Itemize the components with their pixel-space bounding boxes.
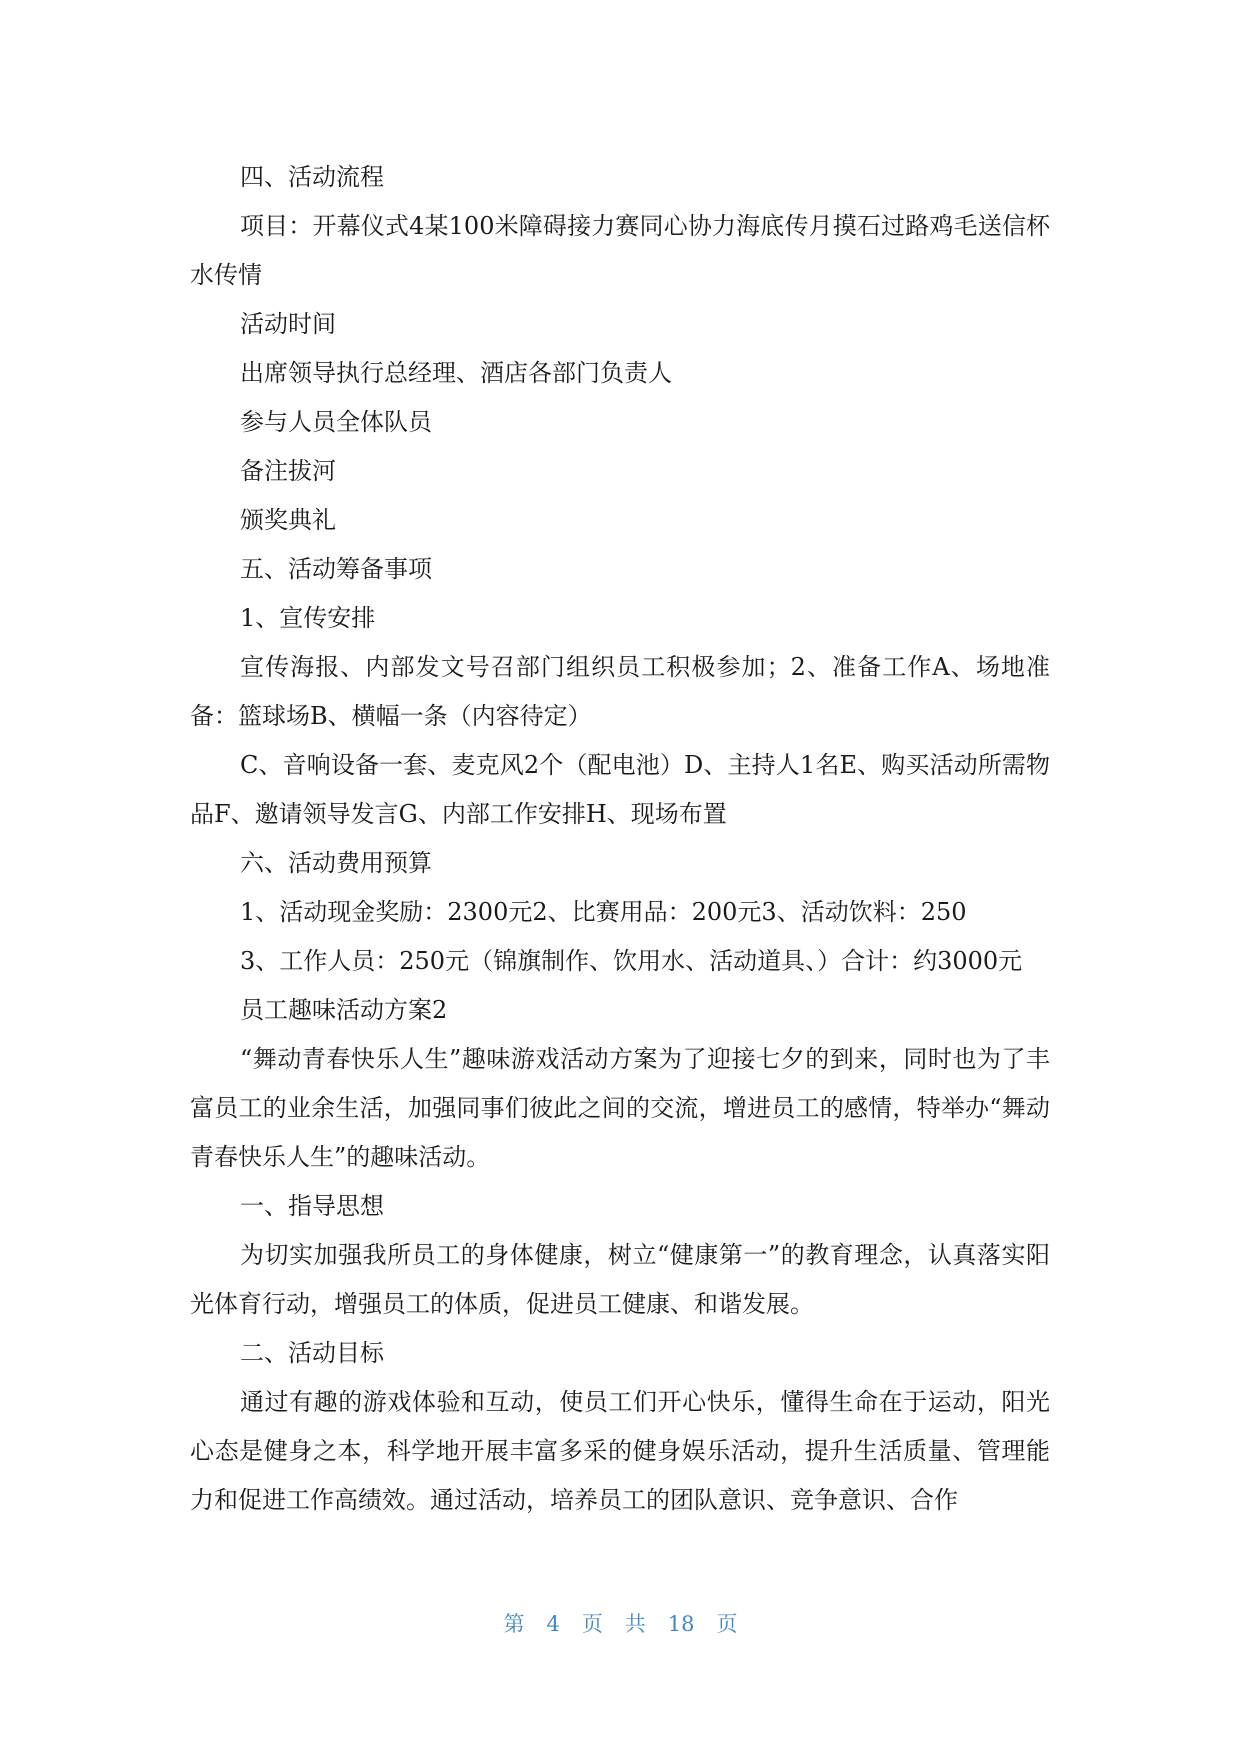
paragraph-17: 为切实加强我所员工的身体健康，树立“健康第一”的教育理念，认真落实阳光体育行动，增强员工的体质，促进员工健康、和谐发展。	[190, 1241, 1050, 1318]
footer-total-pages: 18	[667, 1612, 695, 1636]
page-footer	[0, 1608, 1241, 1638]
paragraph-0: 四、活动流程	[240, 163, 384, 191]
paragraph-8: 1、宣传安排	[240, 604, 376, 632]
paragraph-1: 项目：开幕仪式4某100米障碍接力赛同心协力海底传月摸石过路鸡毛送信杯水传情	[190, 212, 1050, 289]
paragraph-12: 1、活动现金奖励：2300元2、比赛用品：200元3、活动饮料：250	[240, 898, 967, 926]
paragraph-19: 通过有趣的游戏体验和互动，使员工们开心快乐，懂得生命在于运动，阳光心态是健身之本，科学地开展丰富多采的健身娱乐活动，提升生活质量、管理能力和促进工作高绩效。通过活动，培养员工的团队意识、竞争意识、合作	[190, 1388, 1050, 1514]
paragraph-5: 备注拔河	[240, 457, 336, 485]
paragraph-14: 员工趣味活动方案2	[240, 996, 448, 1024]
paragraph-15: “舞动青春快乐人生”趣味游戏活动方案为了迎接七夕的到来，同时也为了丰富员工的业余生活，加强同事们彼此之间的交流，增进员工的感情，特举办“舞动青春快乐人生”的趣味活动。	[190, 1045, 1050, 1171]
footer-suffix: 页	[716, 1612, 738, 1636]
paragraph-3: 出席领导执行总经理、酒店各部门负责人	[240, 359, 672, 387]
paragraph-16: 一、指导思想	[240, 1192, 384, 1220]
paragraph-9: 宣传海报、内部发文号召部门组织员工积极参加；2、准备工作A、场地准备：篮球场B、横幅一条（内容待定）	[190, 653, 1050, 730]
paragraph-10: C、音响设备一套、麦克风2个（配电池）D、主持人1名E、购买活动所需物品F、邀请领导发言G、内部工作安排H、现场布置	[190, 751, 1050, 828]
footer-current-page: 4	[546, 1612, 560, 1636]
paragraph-4: 参与人员全体队员	[240, 408, 432, 436]
paragraph-13: 3、工作人员：250元（锦旗制作、饮用水、活动道具、）合计：约3000元	[240, 947, 1023, 975]
paragraph-18: 二、活动目标	[240, 1339, 384, 1367]
paragraph-11: 六、活动费用预算	[240, 849, 432, 877]
paragraph-7: 五、活动筹备事项	[240, 555, 432, 583]
paragraph-2: 活动时间	[240, 310, 336, 338]
footer-middle: 页共	[581, 1612, 668, 1636]
paragraph-6: 颁奖典礼	[240, 506, 336, 534]
footer-prefix: 第	[503, 1612, 525, 1636]
document-body	[190, 153, 1050, 1525]
